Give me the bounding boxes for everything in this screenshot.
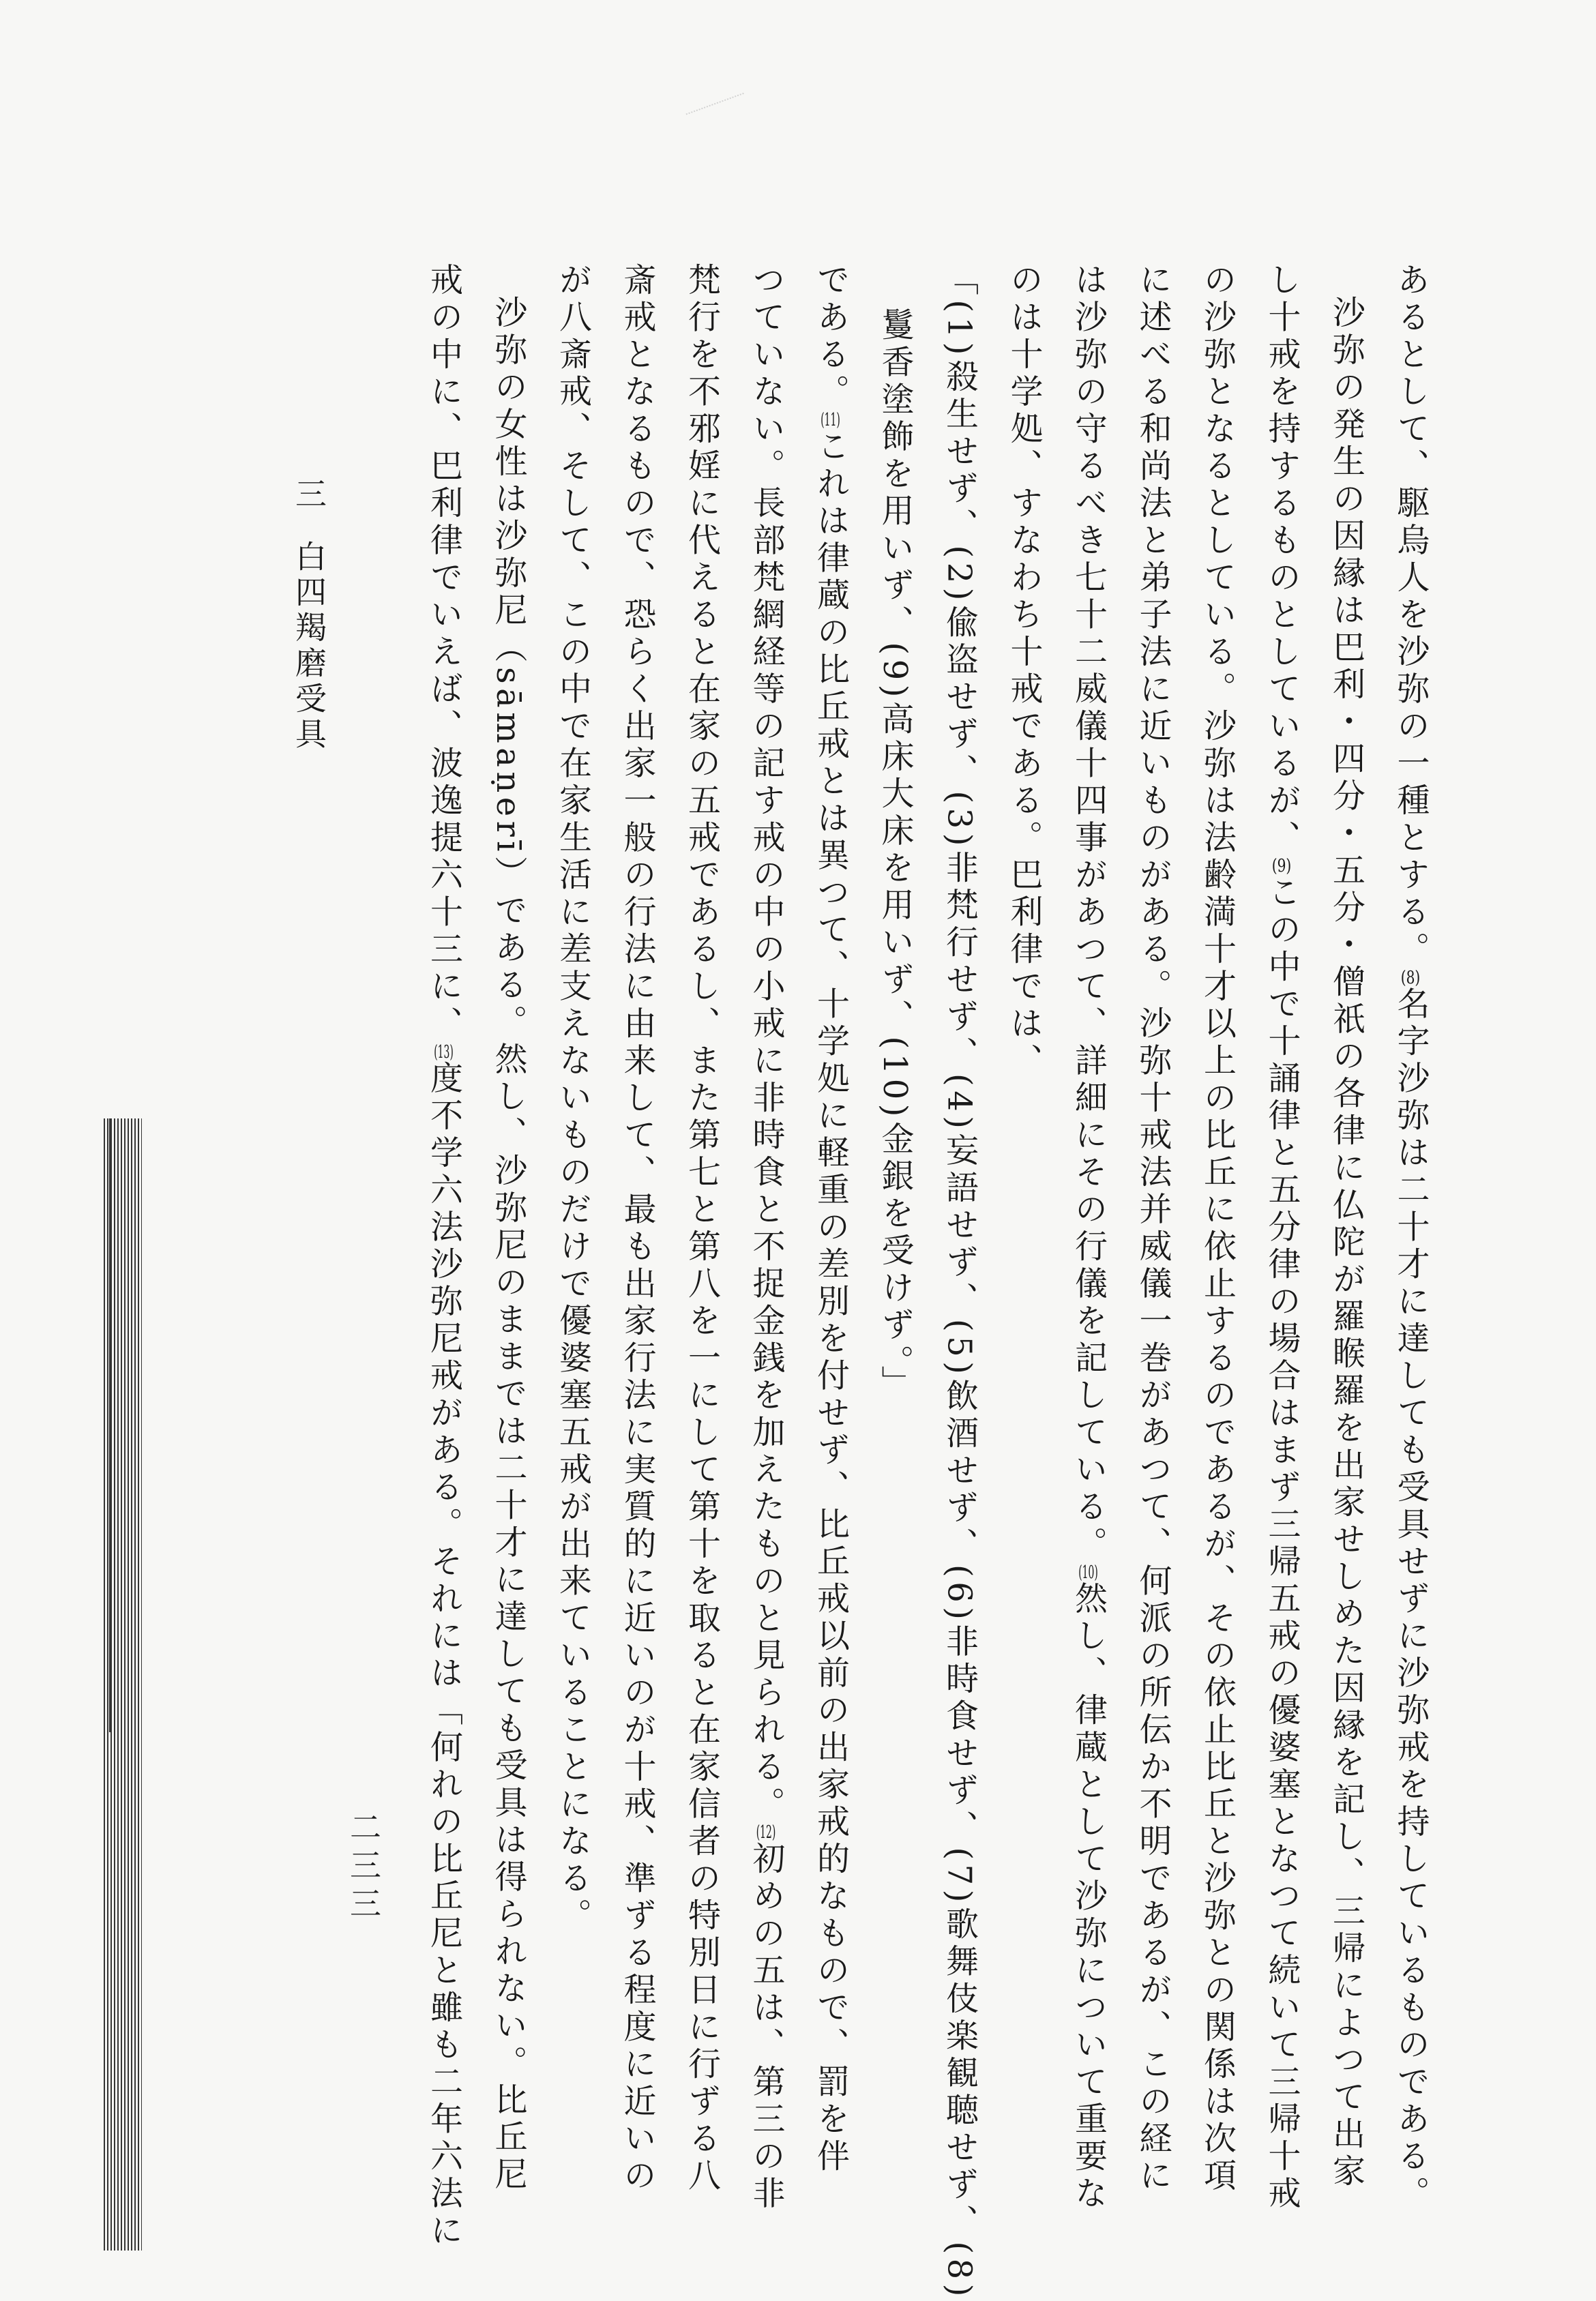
text-column xyxy=(669,263,734,2195)
text-run: 沙弥の女性は沙弥尼（ xyxy=(489,295,527,667)
romanized-term: sāmaṇerī xyxy=(489,667,527,856)
text-run: 度不学六法沙弥尼戒がある。それには「何れの比丘尼と雖も二年六法に xyxy=(424,1060,463,2251)
text-run: 然し、律蔵として沙弥について重要な xyxy=(1069,1581,1108,2213)
text-run: のは十学処、すなわち十戒である。巴利律では、 xyxy=(1005,263,1043,1080)
text-column xyxy=(540,263,605,1935)
note-reference: (12) xyxy=(756,1824,776,1841)
text-column xyxy=(734,263,799,2213)
note-reference: (9) xyxy=(1271,857,1292,875)
text-column xyxy=(1378,263,1443,2213)
text-column xyxy=(1185,263,1250,2195)
quote-text: 「(1)殺生せず、(2)偸盗せず、(3)非梵行せず、(4)妄語せず、(5)飲酒せず、(6)非時食せず、(7)歌舞伎楽観聴せず、(8) xyxy=(940,263,979,2301)
quote-column xyxy=(863,263,928,1927)
text-column xyxy=(1250,263,1314,2213)
text-column xyxy=(476,263,541,2194)
text-run: 斎戒となるもので、恐らく出家一般の行法に由来して、最も出家行法に実質的に近いのが十戒、準ずる程度に近いの xyxy=(618,263,656,2195)
text-run: し十戒を持するものとしているが、 xyxy=(1262,263,1301,857)
gutter-line xyxy=(109,1118,110,1732)
section-title: 白四羯磨受具 xyxy=(291,540,327,753)
text-run: 初めの五は、第三の非 xyxy=(747,1841,785,2213)
text-column xyxy=(1056,263,1121,2213)
text-column xyxy=(605,263,670,2195)
note-reference: (11) xyxy=(821,411,840,429)
running-head xyxy=(286,477,331,753)
note-reference: (13) xyxy=(434,1043,454,1061)
text-run: の沙弥となるとしている。沙弥は法齢満十才以上の比丘に依止するのであるが、その依止比丘と沙弥との関係は次項 xyxy=(1198,263,1237,2195)
text-run: この中で十誦律と五分律の場合はまず三帰五戒の優婆塞となつて続いて三帰十戒 xyxy=(1262,875,1301,2213)
text-run: 戒の中に、巴利律でいえば、波逸提六十三に、 xyxy=(424,263,463,1043)
text-run: は沙弥の守るべき七十二威儀十四事があつて、詳細にその行儀を記している。 xyxy=(1069,263,1108,1564)
scan-smudge xyxy=(686,93,754,140)
text-column xyxy=(798,263,863,2176)
section-number: 三 xyxy=(291,477,327,513)
text-run: 沙弥の発生の因縁は巴利・四分・五分・僧祇の各律に仏陀が羅睺羅を出家せしめた因縁を記し、三帰によつて出家 xyxy=(1327,295,1365,2191)
text-column xyxy=(1121,263,1185,2195)
text-column xyxy=(1314,263,1378,2191)
text-run: つていない。長部梵網経等の記す戒の中の小戒に非時食と不捉金銭を加えたものと見られる。 xyxy=(747,263,785,1824)
quote-text: 鬘香塗飾を用いず、(9)高床大床を用いず、(10)金銀を受けず。」 xyxy=(876,308,914,1403)
page-number: 二三三 xyxy=(345,1811,382,1925)
text-run: ）である。然し、沙弥尼のままでは二十才に達しても受具は得られない。比丘尼 xyxy=(489,856,527,2194)
note-reference: (10) xyxy=(1078,1563,1098,1582)
text-run: 名字沙弥は二十才に達しても受具せずに沙弥戒を持しているものである。 xyxy=(1391,986,1430,2213)
text-column xyxy=(411,263,476,2251)
text-run: が八斎戒、そして、この中で在家生活に差支えないものだけで優婆塞五戒が出来ていることになる。 xyxy=(553,263,592,1935)
text-run: これは律蔵の比丘戒とは異つて、十学処に軽重の差別を付せず、比丘戒以前の出家戒的なもので、罰を伴 xyxy=(811,429,850,2176)
text-column xyxy=(992,263,1056,1927)
text-run: あるとして、駆烏人を沙弥の一種とする。 xyxy=(1391,263,1430,969)
text-run: に述べる和尚法と弟子法に近いものがある。沙弥十戒法并威儀一巻があつて、何派の所伝か不明であるが、この経に xyxy=(1134,263,1172,2195)
text-run: 梵行を不邪婬に代えると在家の五戒であるし、また第七と第八を一にして第十を取ると在家信者の特別日に行ずる八 xyxy=(682,263,721,2195)
text-run: である。 xyxy=(811,263,850,411)
note-reference: (8) xyxy=(1400,968,1421,987)
quote-column xyxy=(927,263,992,2301)
main-text xyxy=(283,263,1443,2301)
